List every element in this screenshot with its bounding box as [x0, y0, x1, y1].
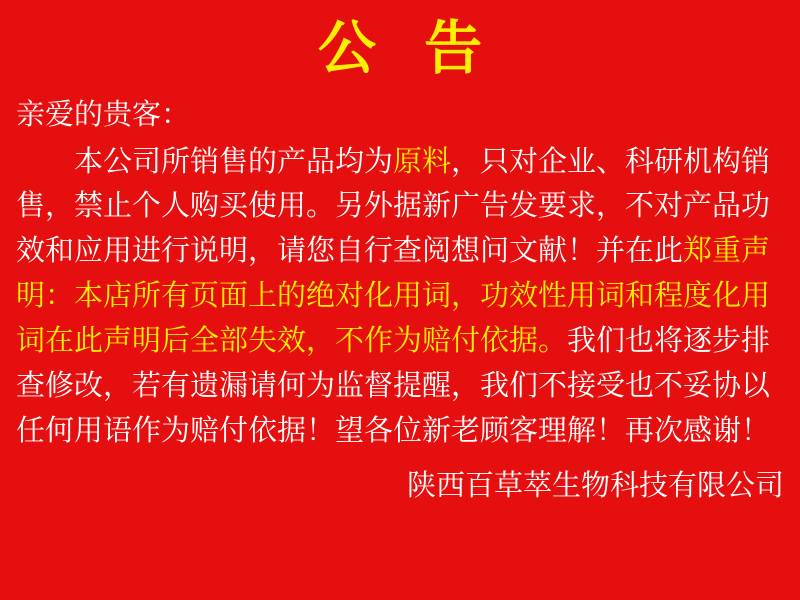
page-title: 公 告 — [317, 14, 497, 82]
salutation-text: 亲爱的贵客： — [16, 96, 191, 131]
segment-plain-3: 我们也将逐步排查修改，若有遗漏请何为监督提醒，我们不接受也不妥协以任何用语作为赔付依据！望各位新老顾客理解！再次感谢！ — [16, 323, 771, 448]
segment-highlight-2: 郑重声明：本店所有页面上的绝对化用词，功效性用词和程度化用词在此声明后全部失效，不作为赔付依据。 — [16, 233, 771, 358]
notice-body — [0, 84, 800, 454]
company-signature: 陕西百草萃生物科技有限公司 — [406, 468, 784, 503]
segment-highlight-1: 原料 — [393, 143, 452, 178]
segment-plain-2: ，只对企业、科研机构销售，禁止个人购买使用。另外据新广告发要求，不对产品功效和应用进行说明，请您自行查阅想问文献！并在此 — [16, 143, 771, 268]
segment-plain-1: 本公司所销售的产品均为 — [74, 143, 394, 178]
notice-paragraph — [16, 139, 784, 454]
